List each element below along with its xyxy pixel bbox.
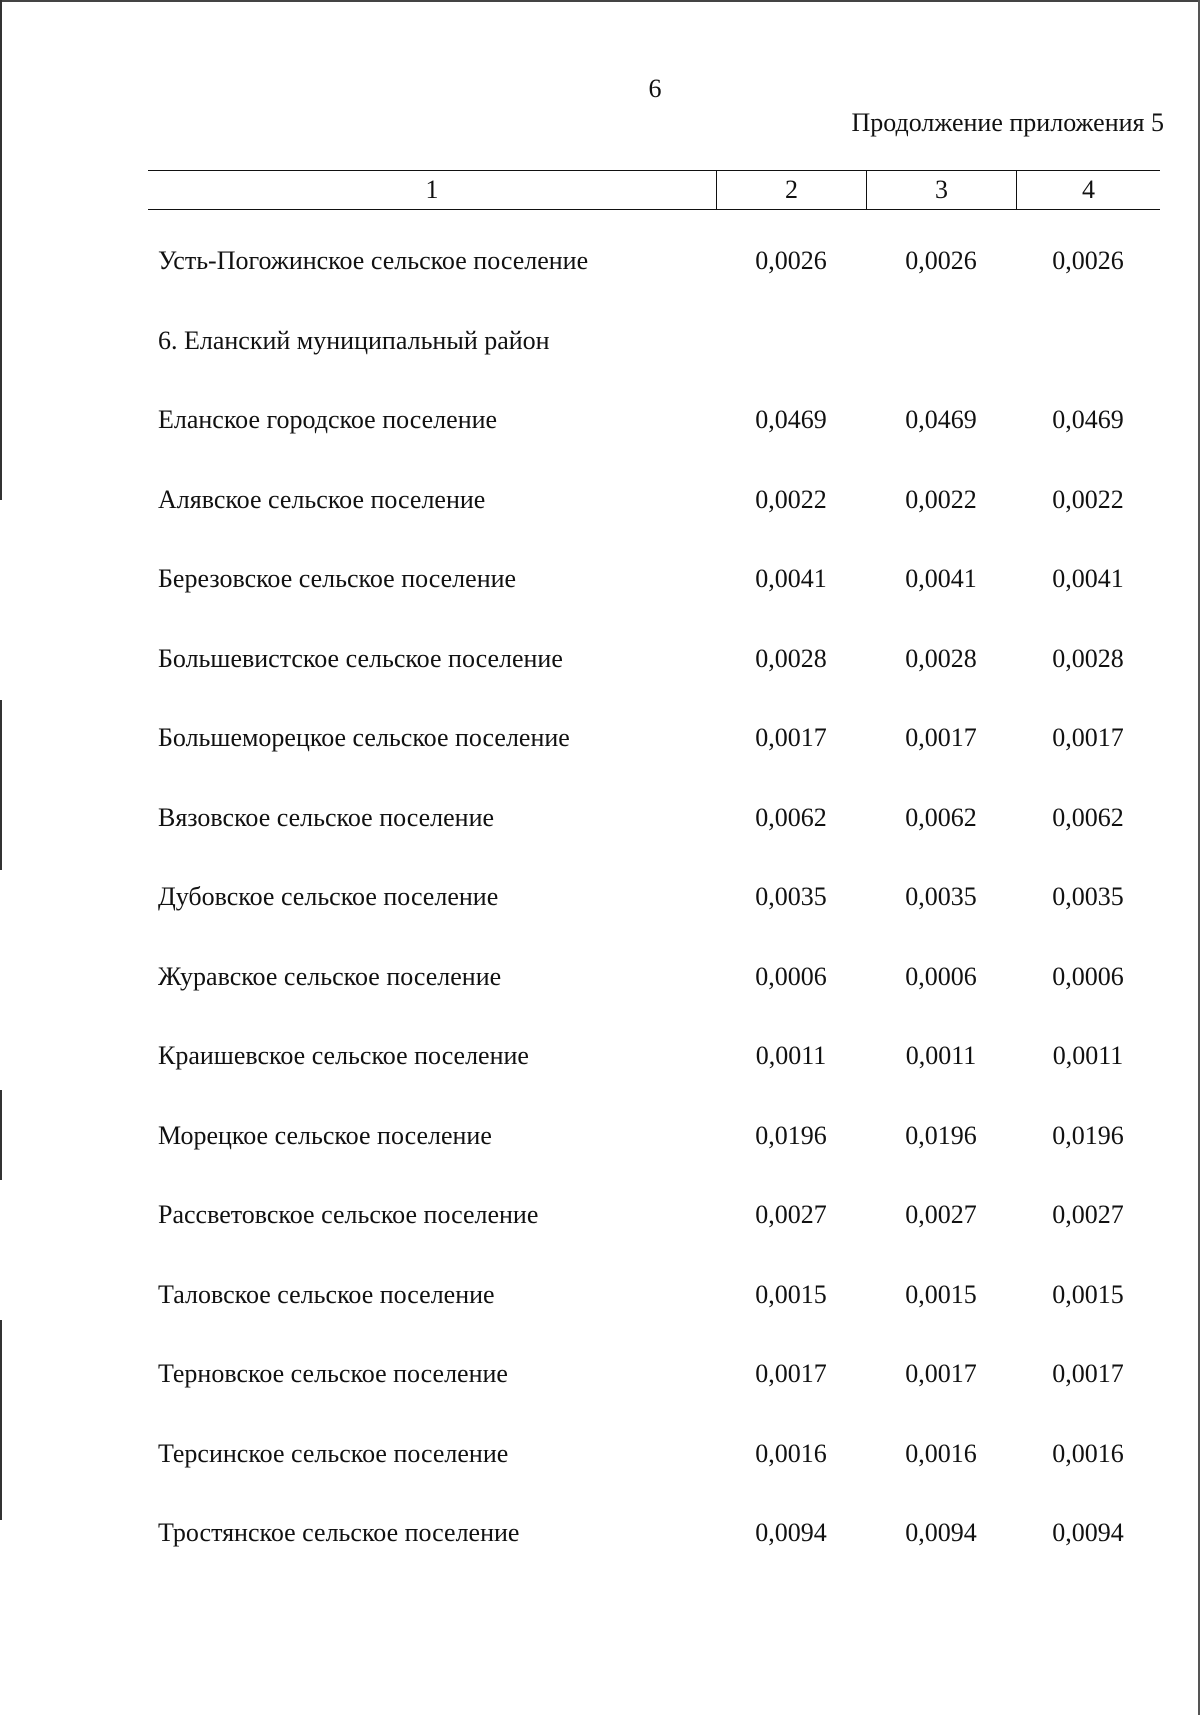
value-col-4: 0,0028 (1052, 643, 1124, 673)
table-row (148, 793, 1160, 873)
table-header (148, 170, 1160, 210)
value-col-3: 0,0017 (905, 1359, 977, 1388)
settlement-name: Дубовское сельское поселение (158, 882, 499, 911)
value-col-2: 0,0028 (755, 643, 827, 673)
value-col-2: 0,0026 (755, 246, 827, 275)
table-row (148, 952, 1160, 1032)
table-row (148, 1508, 1160, 1588)
table-row (148, 634, 1160, 714)
settlement-name: Морецкое сельское поселение (158, 1120, 492, 1150)
value-col-3: 0,0196 (905, 1120, 977, 1150)
scan-edge-left-segment (0, 1320, 2, 1520)
value-col-4: 0,0062 (1052, 802, 1124, 832)
column-header-1: 1 (425, 175, 439, 204)
value-col-3: 0,0041 (905, 564, 977, 593)
value-col-2: 0,0035 (755, 882, 827, 911)
value-col-2: 0,0022 (755, 484, 827, 514)
value-col-2: 0,0469 (755, 405, 827, 434)
value-col-3: 0,0469 (905, 405, 977, 434)
settlement-name: Большевистское сельское поселение (158, 643, 563, 673)
settlement-name: Большеморецкое сельское поселение (158, 723, 570, 752)
value-col-2: 0,0196 (755, 1120, 827, 1150)
value-col-2: 0,0062 (755, 802, 827, 832)
value-col-3: 0,0022 (905, 484, 977, 514)
value-col-3: 0,0027 (905, 1200, 977, 1229)
settlement-name: Терсинское сельское поселение (158, 1438, 509, 1468)
value-col-2: 0,0011 (755, 1041, 827, 1070)
scan-edge-top (0, 0, 1200, 2)
value-col-4: 0,0006 (1052, 961, 1124, 991)
table-row (148, 475, 1160, 555)
value-col-3: 0,0015 (905, 1279, 977, 1309)
table-row (148, 236, 1160, 316)
value-col-2: 0,0017 (755, 723, 827, 752)
table-row (148, 1349, 1160, 1429)
scan-edge-left-segment (0, 700, 2, 870)
value-col-3: 0,0017 (905, 723, 977, 752)
settlement-name: Тростянское сельское поселение (158, 1518, 520, 1547)
settlement-name: Журавское сельское поселение (158, 961, 502, 991)
value-col-3: 0,0011 (905, 1041, 977, 1070)
value-col-3: 0,0094 (905, 1518, 977, 1547)
value-col-2: 0,0094 (755, 1518, 827, 1547)
value-col-2: 0,0027 (755, 1200, 827, 1229)
value-col-2: 0,0041 (755, 564, 827, 593)
value-col-4: 0,0015 (1052, 1279, 1124, 1309)
value-col-3: 0,0062 (905, 802, 977, 832)
settlement-name: Терновское сельское поселение (158, 1359, 508, 1388)
value-col-2: 0,0006 (755, 961, 827, 991)
value-col-4: 0,0196 (1052, 1120, 1124, 1150)
settlement-name: Вязовское сельское поселение (158, 802, 495, 832)
table-row (148, 1111, 1160, 1191)
value-col-2: 0,0015 (755, 1279, 827, 1309)
settlement-name: Березовское сельское поселение (158, 564, 517, 593)
district-heading: 6. Еланский муниципальный район (158, 325, 550, 355)
value-col-4: 0,0041 (1052, 564, 1124, 593)
column-header-4: 4 (1016, 171, 1160, 209)
settlement-name: Еланское городское поселение (158, 405, 498, 434)
settlement-name: Краишевское сельское поселение (158, 1041, 529, 1070)
value-col-4: 0,0469 (1052, 405, 1124, 434)
column-header-2: 2 (716, 171, 866, 209)
settlement-name: Рассветовское сельское поселение (158, 1200, 539, 1229)
table-row (148, 554, 1160, 634)
settlement-name: Таловское сельское поселение (158, 1279, 495, 1309)
value-col-4: 0,0094 (1052, 1518, 1124, 1547)
table-row (148, 1270, 1160, 1350)
column-header-3: 3 (866, 171, 1016, 209)
value-col-4: 0,0022 (1052, 484, 1124, 514)
table-row (148, 872, 1160, 952)
table-row (148, 713, 1160, 793)
table-row (148, 1429, 1160, 1509)
value-col-4: 0,0011 (1052, 1041, 1124, 1070)
table-row (148, 1190, 1160, 1270)
scan-edge-left-segment (0, 1090, 2, 1180)
value-col-2: 0,0016 (755, 1438, 827, 1468)
value-col-4: 0,0016 (1052, 1438, 1124, 1468)
value-col-3: 0,0026 (905, 246, 977, 275)
value-col-3: 0,0016 (905, 1438, 977, 1468)
table-body (148, 236, 1160, 1588)
value-col-3: 0,0028 (905, 643, 977, 673)
table-row-section-heading (148, 316, 1160, 396)
table-row (148, 395, 1160, 475)
value-col-4: 0,0026 (1052, 246, 1124, 275)
settlement-name: Усть-Погожинское сельское поселение (158, 246, 589, 275)
table-row (148, 1031, 1160, 1111)
value-col-4: 0,0027 (1052, 1200, 1124, 1229)
value-col-4: 0,0035 (1052, 882, 1124, 911)
value-col-3: 0,0006 (905, 961, 977, 991)
page-number: 6 (648, 74, 662, 103)
value-col-4: 0,0017 (1052, 1359, 1124, 1388)
settlement-name: Алявское сельское поселение (158, 484, 486, 514)
value-col-4: 0,0017 (1052, 723, 1124, 752)
value-col-2: 0,0017 (755, 1359, 827, 1388)
value-col-3: 0,0035 (905, 882, 977, 911)
appendix-caption: Продолжение приложения 5 (851, 108, 1164, 137)
